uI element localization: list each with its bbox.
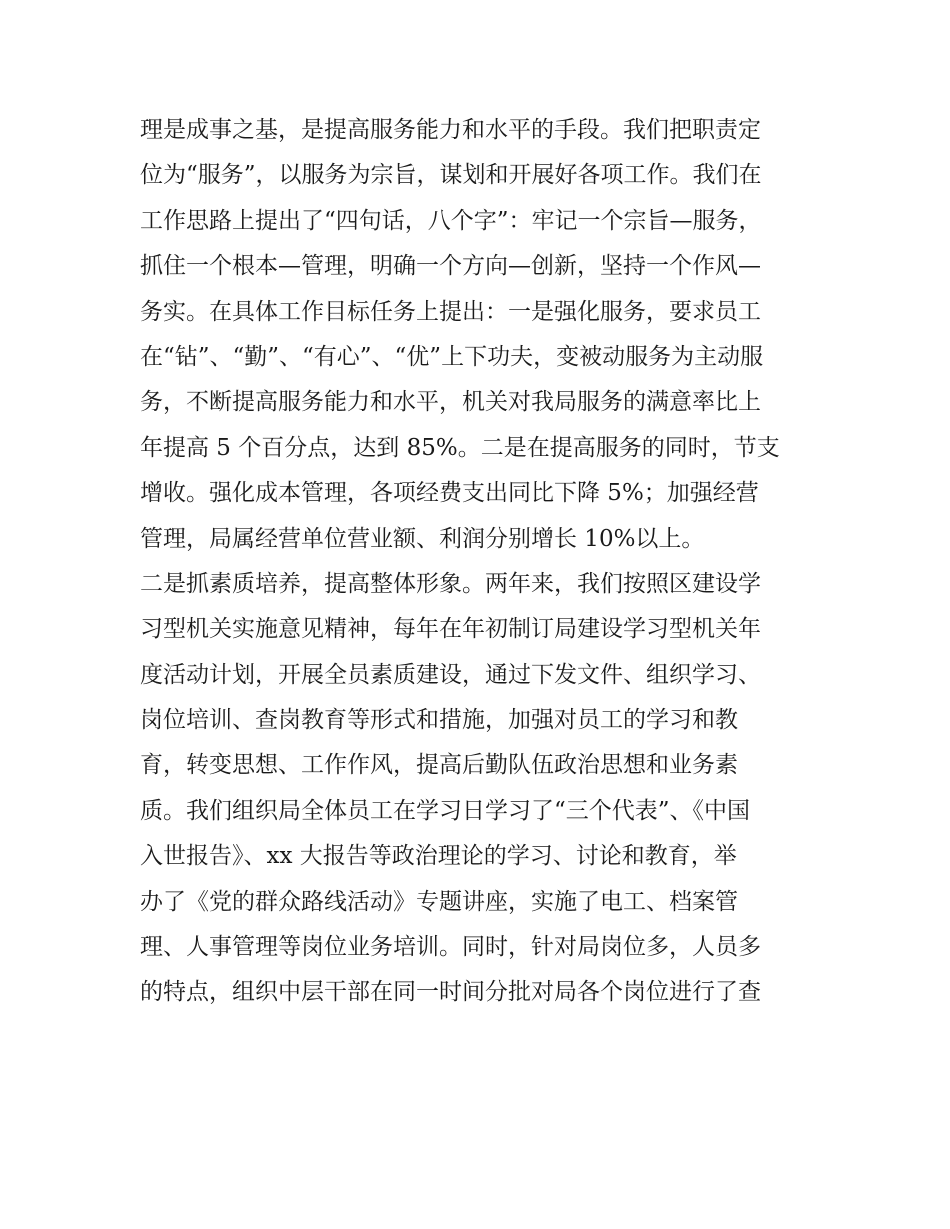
text-line-10: 管理，局属经营单位营业额、利润分别增长 10%以上。: [140, 525, 705, 552]
text-line-20: 的特点，组织中层干部在同一时间分批对局各个岗位进行了查: [140, 979, 761, 1006]
document-body-text: [140, 108, 820, 1016]
text-line-16: 质。我们组织局全体员工在学习日学习了“三个代表”、《中国: [140, 797, 751, 824]
text-line-18: 办了《党的群众路线活动》专题讲座，实施了电工、档案管: [140, 888, 738, 915]
text-line-19: 理、人事管理等岗位业务培训。同时，针对局岗位多，人员多: [140, 934, 761, 961]
text-line-3: 工作思路上提出了“四句话，八个字”：牢记一个宗旨—服务，: [140, 207, 762, 234]
text-line-5: 务实。在具体工作目标任务上提出：一是强化服务，要求员工: [140, 298, 761, 325]
text-line-15: 育，转变思想、工作作风，提高后勤队伍政治思想和业务素: [140, 752, 738, 779]
text-line-6: 在“钻”、“勤”、“有心”、“优”上下功夫，变被动服务为主动服: [140, 343, 764, 370]
text-line-8: 年提高 5 个百分点，达到 85%。二是在提高服务的同时，节支: [140, 434, 780, 461]
text-line-1: 理是成事之基，是提高服务能力和水平的手段。我们把职责定: [140, 117, 761, 143]
text-line-11: 二是抓素质培养，提高整体形象。两年来，我们按照区建设学: [140, 570, 761, 597]
text-line-2: 位为“服务”，以服务为宗旨，谋划和开展好各项工作。我们在: [140, 162, 762, 189]
text-line-17: 入世报告》、xx 大报告等政治理论的学习、讨论和教育，举: [140, 843, 737, 870]
text-line-9: 增收。强化成本管理，各项经费支出同比下降 5%；加强经营: [140, 480, 759, 507]
text-line-12: 习型机关实施意见精神，每年在年初制订局建设学习型机关年: [140, 616, 761, 643]
text-line-7: 务，不断提高服务能力和水平，机关对我局服务的满意率比上: [140, 389, 761, 416]
text-line-4: 抓住一个根本—管理，明确一个方向—创新，坚持一个作风—: [140, 253, 761, 280]
text-line-13: 度活动计划，开展全员素质建设，通过下发文件、组织学习、: [140, 661, 761, 688]
text-line-14: 岗位培训、查岗教育等形式和措施，加强对员工的学习和教: [140, 707, 738, 734]
